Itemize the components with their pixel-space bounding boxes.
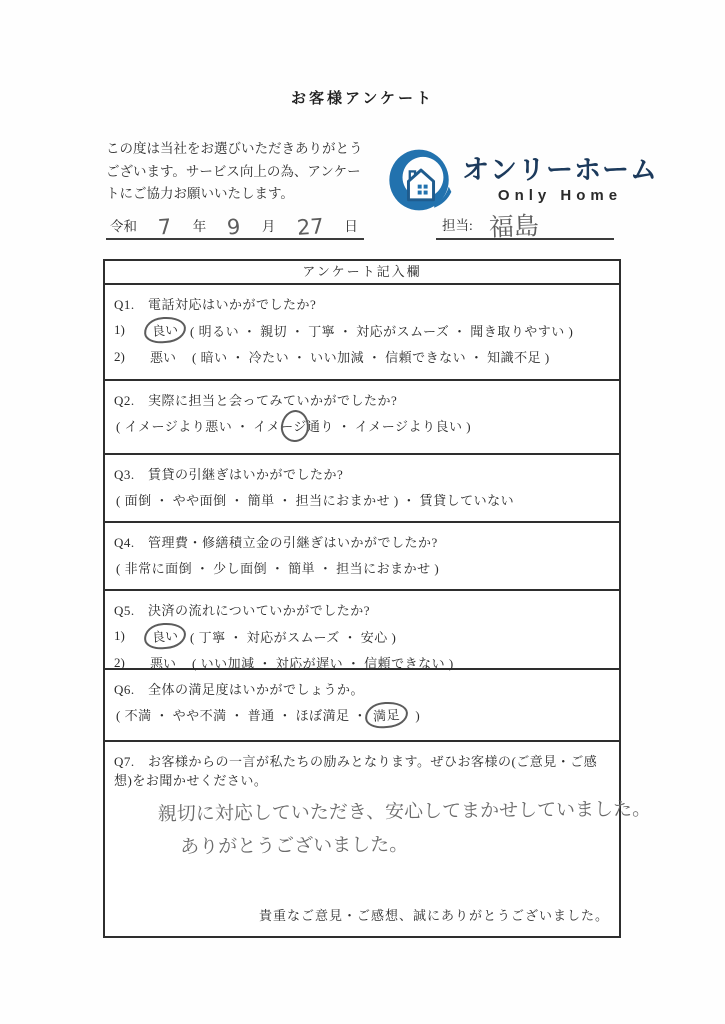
option-detail: ( いい加減 ・ 対応が遅い ・ 信頼できない ) [192, 656, 454, 671]
question-row-q7 [105, 742, 652, 936]
question-id: Q5. [114, 603, 135, 618]
question-row-q4 [105, 523, 619, 591]
year-label: 年 [192, 219, 207, 234]
option-detail: ( 暗い ・ 冷たい ・ いい加減 ・ 信頼できない ・ 知識不足 ) [192, 350, 550, 365]
comment-line: ありがとうございました。 [180, 833, 409, 859]
options-pre: ( イメージより悪い ・ [116, 419, 254, 434]
question-id: Q6. [114, 682, 135, 697]
options-post: ) [411, 708, 421, 723]
options-line: ( 非常に面倒 ・ 少し面倒 ・ 簡単 ・ 担当におまかせ ) [116, 561, 440, 576]
handwritten-comment [114, 793, 652, 865]
question-id: Q1. [114, 297, 135, 312]
era-label: 令和 [110, 219, 137, 234]
date-line [106, 210, 364, 240]
question-row-q1 [105, 285, 619, 381]
intro-line: この度は当社をお選びいただきありがとう [106, 141, 363, 156]
option-label-circled: 良い [143, 622, 187, 651]
question-id: Q2. [114, 393, 135, 408]
question-row-q2 [105, 381, 619, 455]
option-label-circled: 良い [143, 316, 187, 345]
question-id: Q4. [114, 535, 135, 550]
option-label-circled: 満足 [364, 701, 409, 730]
option-detail: ( 丁寧 ・ 対応がスムーズ ・ 安心 ) [190, 629, 397, 645]
comment-line: 親切に対応していただき、安心してまかせしていました。 [157, 797, 652, 826]
question-row-q5 [105, 591, 619, 670]
handwritten-staff-name: 福島 [488, 211, 540, 242]
options-line: ( 面倒 ・ やや面倒 ・ 簡単 ・ 担当におまかせ ) ・ 賃貸していない [116, 493, 515, 508]
question-id: Q7. [114, 754, 135, 769]
staff-label: 担当: [442, 218, 473, 233]
day-label: 日 [344, 219, 358, 234]
question-text: 管理費・修繕積立金の引継ぎはいかがでしたか? [148, 535, 438, 550]
question-text: 電話対応はいかがでしたか? [148, 297, 317, 312]
question-row-q3 [105, 455, 619, 523]
house-in-circle-icon [388, 147, 454, 213]
option-number: 2) [114, 654, 125, 670]
question-text: 決済の流れについていかがでしたか? [148, 603, 371, 618]
question-text: お客様からの一言が私たちの励みとなります。ぜひお客様の(ご意見・ご感想)をお聞かせください。 [114, 754, 598, 788]
company-logo [388, 147, 658, 213]
handwritten-year: 7 [157, 214, 173, 240]
option-number: 2) [114, 348, 125, 364]
question-text: 全体の満足度はいかがでしょうか。 [148, 682, 365, 697]
question-text: 実際に担当と会ってみていかがでしたか? [148, 393, 398, 408]
option-label: 悪い [150, 656, 177, 671]
question-row-q6 [105, 670, 619, 742]
thanks-footer: 貴重なご意見・ご感想、誠にありがとうございました。 [258, 908, 609, 923]
intro-text [106, 138, 406, 206]
question-text: 賃貸の引継ぎはいかがでしたか? [148, 467, 344, 482]
option-label: 悪い [150, 350, 177, 365]
logo-name-jp: オンリーホーム [462, 155, 658, 186]
handwritten-month: 9 [226, 214, 242, 240]
survey-table [103, 259, 652, 938]
month-label: 月 [261, 219, 276, 234]
options-pre: ( 不満 ・ やや不満 ・ 普通 ・ ほぼ満足 ・ [116, 708, 371, 723]
intro-line: ございます。サービス向上の為、アンケー [106, 163, 361, 179]
option-detail: ( 明るい ・ 親切 ・ 丁寧 ・ 対応がスムーズ ・ 聞き取りやすい ) [190, 323, 574, 339]
intro-line: トにご協力お願いいたします。 [106, 186, 294, 202]
question-id: Q3. [114, 467, 135, 482]
handwritten-day: 27 [295, 214, 325, 241]
page-title: お客様アンケート [290, 91, 435, 107]
option-number: 1) [114, 322, 125, 337]
survey-table-header: アンケート記入欄 [105, 261, 619, 285]
option-marked: イメージ通り [253, 416, 334, 435]
staff-line [436, 208, 614, 240]
options-post: ・ イメージより良い ) [333, 419, 472, 434]
logo-name-en: Only Home [497, 186, 623, 204]
option-number: 1) [114, 628, 125, 643]
